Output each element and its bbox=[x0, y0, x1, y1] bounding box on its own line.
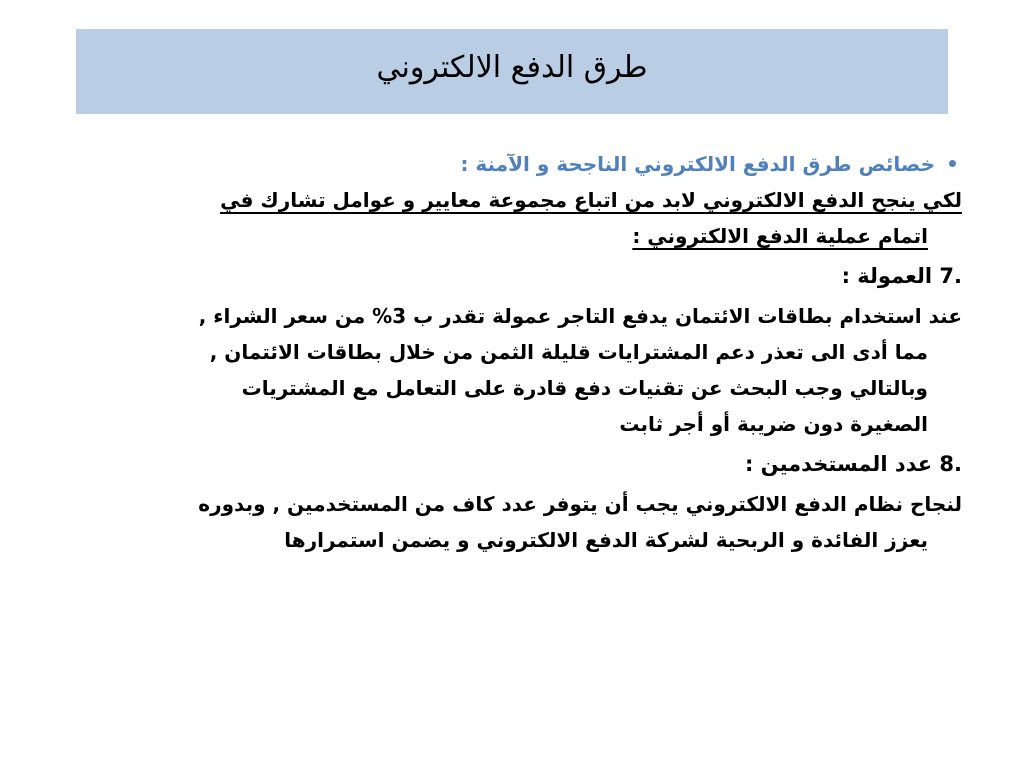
item-7-heading-text: العمولة : bbox=[841, 264, 933, 288]
slide-title: طرق الدفع الالكتروني bbox=[376, 50, 648, 85]
item-8-line-1: لنجاح نظام الدفع الالكتروني يجب أن يتوفر عدد كاف من المستخدمين , وبدوره bbox=[198, 492, 962, 516]
item-8-number: 8. bbox=[939, 452, 962, 476]
item-7-line-2: مما أدى الى تعذر دعم المشترايات قليلة الثمن من خلال بطاقات الائتمان , bbox=[209, 340, 928, 364]
item-8-paragraph bbox=[62, 486, 962, 558]
bullet-heading-text: خصائص طرق الدفع الالكتروني الناجحة و الآمنة : bbox=[460, 152, 935, 176]
bullet-dot-icon bbox=[949, 160, 956, 167]
item-8-line-2: يعزز الفائدة و الربحية لشركة الدفع الالكتروني و يضمن استمرارها bbox=[284, 528, 928, 552]
item-7-line-3: وبالتالي وجب البحث عن تقنيات دفع قادرة على التعامل مع المشتريات bbox=[241, 376, 928, 400]
item-7-paragraph bbox=[62, 298, 962, 442]
item-7-line-4: الصغيرة دون ضريبة أو أجر ثابت bbox=[619, 412, 928, 436]
item-7-heading bbox=[62, 258, 962, 294]
slide-body bbox=[62, 146, 962, 558]
title-box bbox=[76, 29, 948, 114]
intro-line-2: اتمام عملية الدفع الالكتروني : bbox=[632, 224, 928, 248]
item-8-heading-text: عدد المستخدمين : bbox=[744, 452, 933, 476]
intro-line-1: لكي ينجح الدفع الالكتروني لابد من اتباع مجموعة معايير و عوامل تشارك في bbox=[220, 188, 962, 212]
item-7-number: 7. bbox=[939, 264, 962, 288]
item-7-line-1: عند استخدام بطاقات الائتمان يدفع التاجر عمولة تقدر ب 3% من سعر الشراء , bbox=[198, 304, 962, 328]
item-8-heading bbox=[62, 446, 962, 482]
bullet-heading bbox=[62, 146, 956, 182]
intro-paragraph bbox=[62, 182, 962, 254]
